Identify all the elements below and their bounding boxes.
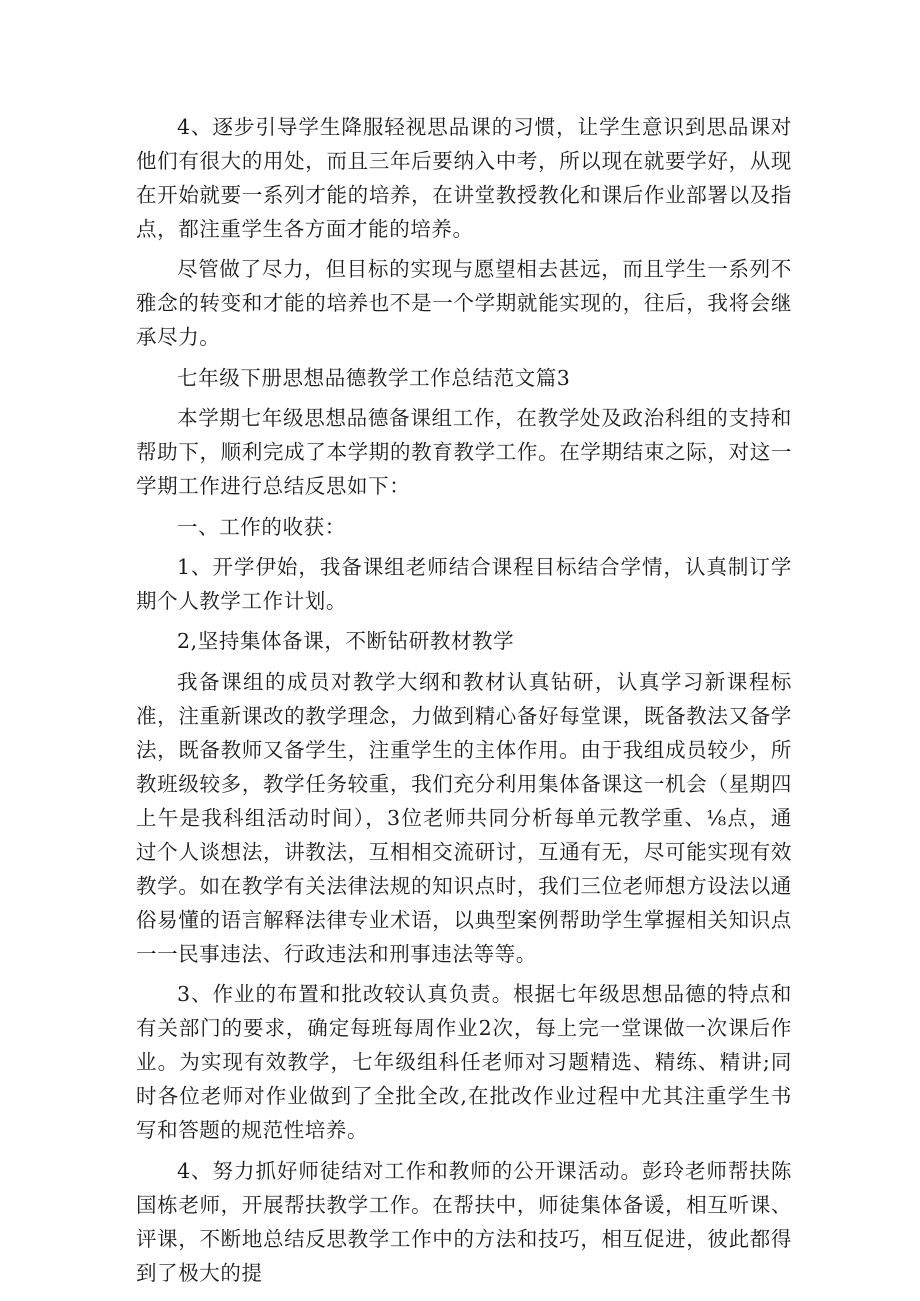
paragraph-collective-prep: 我备课组的成员对教学大纲和教材认真钻研，认真学习新课程标准，注重新课改的教学理念，力做到精心备好每堂课，既备教法又备学法，既备教师又备学生，注重学生的主体作用。由于我组成员较少，所教班级较多，教学任务较重，我们充分利用集体备课这一机会（星期四上午是我科组活动时间），3位老师共同分析每单元教学重、⅛点，通过个人谈想法，讲教法，互相相交流研讨，互通有无，尽可能实现有效教学。如在教学有关法律法规的知识点时，我们三位老师想方设法以通俗易懂的语言解释法律专业术语，以典型案例帮助学生掌握相关知识点一一民事违法、行政违法和刑事违法等等。 (136, 669, 792, 966)
paragraph-item-1-plan: 1、开学伊始，我备课组老师结合课程目标结合学情，认真制订学期个人教学工作计划。 (136, 554, 792, 613)
paragraph-item-2-heading: 2,坚持集体备课，不断钻研教材教学 (177, 629, 515, 654)
paragraph-item-4-mentoring: 4、努力抓好师徒结对工作和教师的公开课活动。彭玲老师帮扶陈国栋老师，开展帮扶教学工作。在帮扶中，师徒集体备谖，相互听课、评课，不断地总结反思教学工作中的方法和技巧，相互促进，彼此都得到了极大的提 (136, 1158, 792, 1285)
section-title: 七年级下册思想品德教学工作总结范文篇3 (177, 365, 571, 390)
paragraph-item-3-homework: 3、作业的布置和批改较认真负责。根据七年级思想品德的特点和有关部门的要求，确定每班每周作业2次，每上完一堂课做一次课后作业。为实现有效教学，七年级组科任老师对习题精选、精练、精讲;同时各位老师对作业做到了全批全改,在批改作业过程中尤其注重学生书写和答题的规范性培养。 (136, 982, 792, 1143)
paragraph-item-4-habit: 4、逐步引导学生降服轻视思品课的习惯，让学生意识到思品课对他们有很大的用处，而且三年后要纳入中考，所以现在就要学好，从现在开始就要一系列才能的培养，在讲堂教授教化和课后作业部署以及指点，都注重学生各方面才能的培养。 (136, 115, 792, 241)
paragraph-effort: 尽管做了尽力，但目标的实现与愿望相去甚远，而且学生一系列不雅念的转变和才能的培养也不是一个学期就能实现的，往后，我将会继承尽力。 (136, 257, 792, 350)
document-page (136, 110, 792, 1296)
paragraph-intro: 本学期七年级思想品德备课组工作，在教学处及政治科组的支持和帮助下，顺利完成了本学期的教育教学工作。在学期结束之际，对这一学期工作进行总结反思如下： (136, 406, 792, 499)
heading-gains: 一、工作的收获： (177, 514, 346, 539)
